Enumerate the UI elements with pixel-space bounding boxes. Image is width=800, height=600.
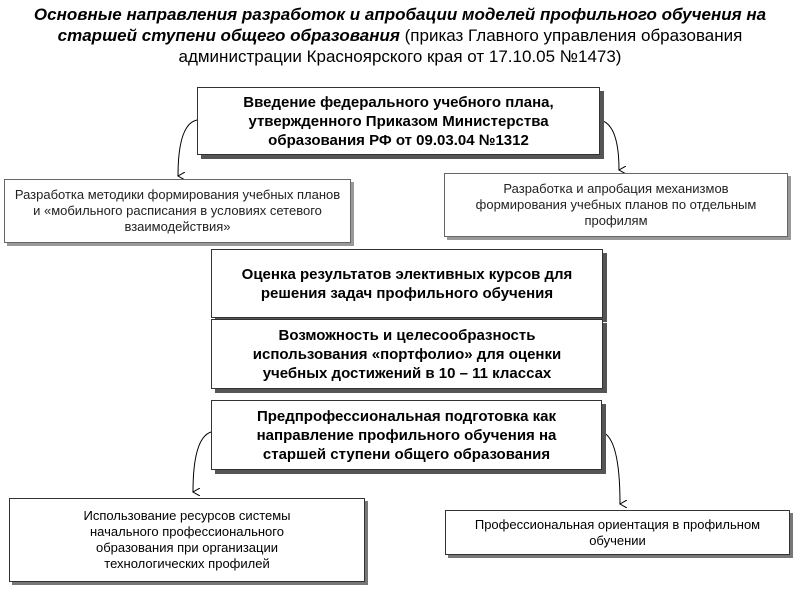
mechanisms-box bbox=[444, 173, 788, 237]
resources-text: Использование ресурсов системы начального профессионального образования при организации технологических профилей bbox=[83, 508, 291, 571]
resources-box bbox=[9, 498, 365, 582]
portfolio-box bbox=[211, 319, 603, 389]
preprof-box bbox=[211, 400, 602, 470]
arrow-to-mechanisms bbox=[600, 120, 619, 170]
elective-text: Оценка результатов элективных курсов для решения задач профильного обучения bbox=[241, 265, 573, 302]
orientation-text: Профессиональная ориентация в профильном обучении bbox=[474, 516, 761, 548]
elective-box bbox=[211, 249, 603, 318]
title-regular: (приказ Главного управления образования администрации Красноярского края от 17.10.05 №1473) bbox=[178, 26, 743, 66]
method-plans-box bbox=[4, 179, 351, 243]
mechanisms-text: Разработка и апробация механизмов формирования учебных планов по отдельным профилям bbox=[475, 181, 757, 228]
arrow-to-resources bbox=[193, 432, 211, 492]
federal-plan-box bbox=[197, 87, 600, 155]
orientation-box bbox=[445, 510, 790, 555]
method-plans-text: Разработка методики формирования учебных планов и «мобильного расписания в условиях сетевого взаимодействия» bbox=[14, 187, 341, 234]
federal-plan-text: Введение федерального учебного плана, утвержденного Приказом Министерства образования РФ от 09.03.04 №1312 bbox=[243, 93, 554, 149]
portfolio-text: Возможность и целесообразность использования «портфолио» для оценки учебных достижений в 10 – 11 классах bbox=[252, 326, 562, 382]
arrow-to-orientation bbox=[602, 432, 620, 504]
preprof-text: Предпрофессиональная подготовка как направление профильного обучения на старшей ступени общего образования bbox=[256, 407, 557, 463]
arrow-to-method-plans bbox=[178, 120, 197, 176]
title-bold: Основные направления разработок и апробации моделей профильного обучения на старшей ступени общего образования bbox=[33, 5, 767, 45]
